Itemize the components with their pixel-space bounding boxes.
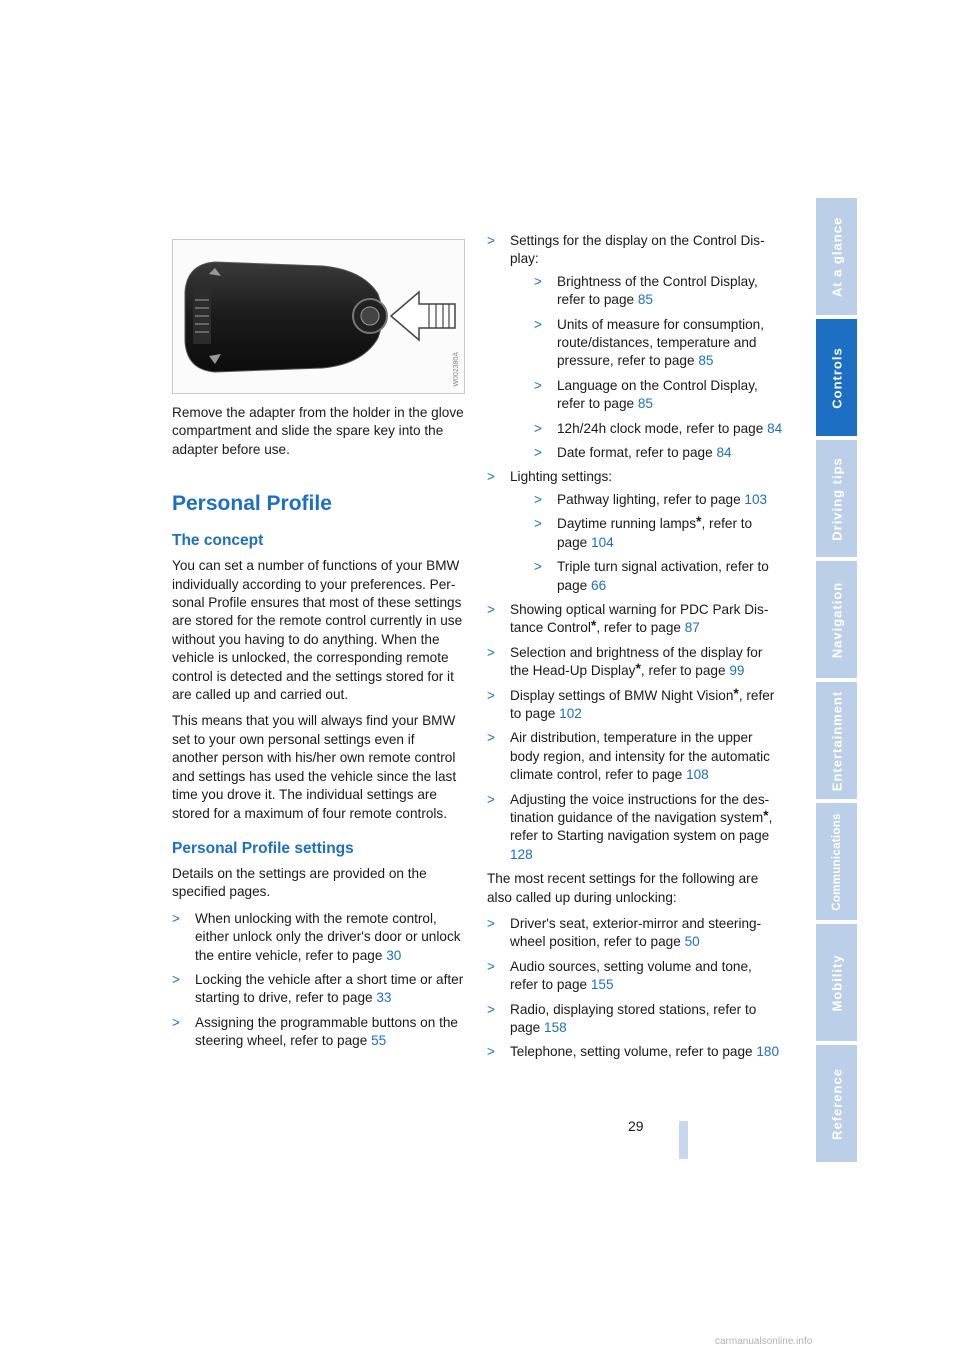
- page-number-bar: [679, 1121, 688, 1159]
- concept-heading: The concept: [172, 532, 264, 550]
- figure-code: W002380A: [453, 352, 460, 387]
- bullet-marker: >: [487, 469, 495, 485]
- left-column: [172, 404, 464, 1057]
- optional-equipment-asterisk: *: [763, 806, 769, 823]
- page-link[interactable]: 103: [744, 491, 768, 507]
- page-link[interactable]: 85: [698, 353, 714, 369]
- page-link[interactable]: 85: [637, 292, 653, 308]
- bullet-marker: >: [487, 644, 495, 660]
- page-link[interactable]: 55: [371, 1033, 387, 1049]
- page-link[interactable]: 108: [686, 767, 709, 783]
- right-column: [487, 232, 783, 1068]
- list-item: > Daytime running lamps*, refer to page 104: [534, 513, 753, 550]
- settings-intro: Details on the settings are provided on the specified pages.: [172, 865, 427, 900]
- bullet-marker: >: [487, 687, 495, 703]
- bullet-marker: >: [487, 730, 495, 746]
- bullet-marker: >: [172, 971, 180, 987]
- list-item: > Driver's seat, exterior-mirror and steering-wheel position, refer to page 50: [487, 916, 762, 950]
- bullet-marker: >: [534, 445, 542, 461]
- page-link[interactable]: 158: [544, 1020, 567, 1036]
- list-item: > Date format, refer to page 84: [534, 444, 783, 462]
- settings-heading: Personal Profile settings: [172, 839, 354, 857]
- page-link[interactable]: 84: [716, 445, 732, 461]
- page-link[interactable]: 128: [510, 846, 533, 862]
- list-item: > Units of measure for consumption, route/distances, temperature and pressure, refer to page 85: [534, 316, 765, 369]
- page-link[interactable]: 102: [559, 705, 582, 721]
- tab-driving-tips[interactable]: Driving tips: [816, 440, 857, 557]
- tab-at-a-glance[interactable]: At a glance: [816, 198, 857, 315]
- key-adapter-illustration: [173, 240, 464, 393]
- bullet-marker: >: [487, 958, 495, 974]
- concept-paragraph-2: This means that you will always find your BMW set to your own personal settings even if another person with his/her own remote control and settings has used the vehicle since the last time you drove it. The individual settings are stored for a maximum of four remote controls.: [172, 713, 457, 821]
- bullet-marker: >: [534, 273, 542, 289]
- bullet-marker: >: [534, 491, 542, 507]
- chapter-tabs: [816, 198, 857, 1166]
- watermark: carmanualsonline.info: [715, 1336, 813, 1347]
- list-item: > Lighting settings: > Pathway lighting, refer to page 103 > Daytime running lamps*, refer to page 104 > Triple turn signal activation, refer to page 66: [487, 468, 783, 594]
- page-link[interactable]: 30: [386, 947, 402, 963]
- page-link[interactable]: 87: [684, 620, 700, 636]
- recent-settings-intro: The most recent settings for the following are also called up during unlocking:: [487, 871, 759, 905]
- page-link[interactable]: 50: [684, 934, 700, 950]
- bullet-marker: >: [534, 516, 542, 532]
- list-item: > When unlocking with the remote control, either unlock only the driver's door or unlock the entire vehicle, refer to page 30: [172, 910, 461, 963]
- list-item: > Language on the Control Display, refer to page 85: [534, 377, 758, 412]
- sub-list: [534, 273, 783, 463]
- tab-controls[interactable]: Controls: [816, 319, 857, 436]
- tab-reference[interactable]: Reference: [816, 1045, 857, 1162]
- page-link[interactable]: 180: [756, 1044, 780, 1060]
- page-link[interactable]: 99: [729, 663, 745, 679]
- list-item: > Display settings of BMW Night Vision*, refer to page 102: [487, 684, 775, 721]
- list-item: > Air distribution, temperature in the upper body region, and intensity for the automatic climate control, refer to page 108: [487, 730, 770, 783]
- page-link[interactable]: 85: [637, 396, 653, 412]
- tab-navigation[interactable]: Navigation: [816, 561, 857, 678]
- list-item: > Adjusting the voice instructions for the destination guidance of the navigation system*, refer to Starting navigation system on page 128: [487, 791, 773, 862]
- list-item: > Triple turn signal activation, refer to page 66: [534, 559, 769, 593]
- list-item: > Showing optical warning for PDC Park Distance Control*, refer to page 87: [487, 601, 769, 636]
- list-item: > Audio sources, setting volume and tone, refer to page 155: [487, 958, 752, 993]
- list-item: > Assigning the programmable buttons on the steering wheel, refer to page 55: [172, 1014, 458, 1049]
- list-item: > Settings for the display on the Control Display: > Brightness of the Control Display, refer to page 85 > Units of measure for consumption, route/distances, temperature and pressure, refer to page 85 > Language on the Control Display, refer to page 85 > 12h/24h clock mode, refer to page 84 > Date format, refer to page 84: [487, 232, 783, 462]
- list-item: > Telephone, setting volume, refer to page 180: [487, 1043, 783, 1061]
- list-item: > Brightness of the Control Display, refer to page 85: [534, 273, 758, 308]
- optional-equipment-asterisk: *: [635, 660, 641, 677]
- bullet-marker: >: [487, 1001, 495, 1017]
- page-link[interactable]: 104: [591, 534, 614, 550]
- optional-equipment-asterisk: *: [733, 684, 739, 701]
- key-adapter-figure: [172, 239, 465, 394]
- section-heading: Personal Profile: [172, 492, 332, 516]
- bullet-marker: >: [487, 916, 495, 931]
- bullet-marker: >: [172, 910, 180, 926]
- sub-list: [534, 491, 783, 595]
- list-item: > 12h/24h clock mode, refer to page 84: [534, 420, 783, 438]
- bullet-marker: >: [172, 1014, 180, 1030]
- tab-communications[interactable]: Communications: [816, 803, 857, 920]
- bullet-marker: >: [534, 420, 542, 436]
- tab-mobility[interactable]: Mobility: [816, 924, 857, 1041]
- list-item: > Pathway lighting, refer to page 103: [534, 491, 783, 509]
- bullet-marker: >: [487, 791, 495, 807]
- optional-equipment-asterisk: *: [590, 617, 597, 634]
- optional-equipment-asterisk: *: [696, 513, 702, 530]
- list-item: > Radio, displaying stored stations, refer to page 158: [487, 1001, 757, 1036]
- adapter-instructions: Remove the adapter from the holder in the glove compartment and slide the spare key into the adapter before use.: [172, 405, 464, 457]
- bullet-marker: >: [534, 377, 542, 393]
- list-item: > Locking the vehicle after a short time or after starting to drive, refer to page 33: [172, 971, 464, 1006]
- bullet-marker: >: [534, 316, 542, 332]
- list-item: > Selection and brightness of the display for the Head-Up Display*, refer to page 99: [487, 644, 763, 679]
- tab-entertainment[interactable]: Entertainment: [816, 682, 857, 799]
- bullet-marker: >: [487, 601, 495, 617]
- bullet-marker: >: [534, 559, 542, 575]
- page-link[interactable]: 33: [376, 990, 392, 1006]
- page-link[interactable]: 84: [767, 420, 783, 436]
- bullet-marker: >: [487, 1044, 495, 1060]
- concept-paragraph-1: You can set a number of functions of your BMW individually according to your preferences. Personal Profile ensures that most of these settings are stored for the remote control currently in use without you having to do anything. When the vehicle is unlocked, the corresponding remote control is detected and the settings stored for it are called up and carried out.: [172, 558, 463, 703]
- page-link[interactable]: 155: [590, 977, 614, 993]
- page-number: 29: [628, 1118, 644, 1134]
- page-link[interactable]: 66: [591, 577, 607, 593]
- bullet-marker: >: [487, 233, 495, 248]
